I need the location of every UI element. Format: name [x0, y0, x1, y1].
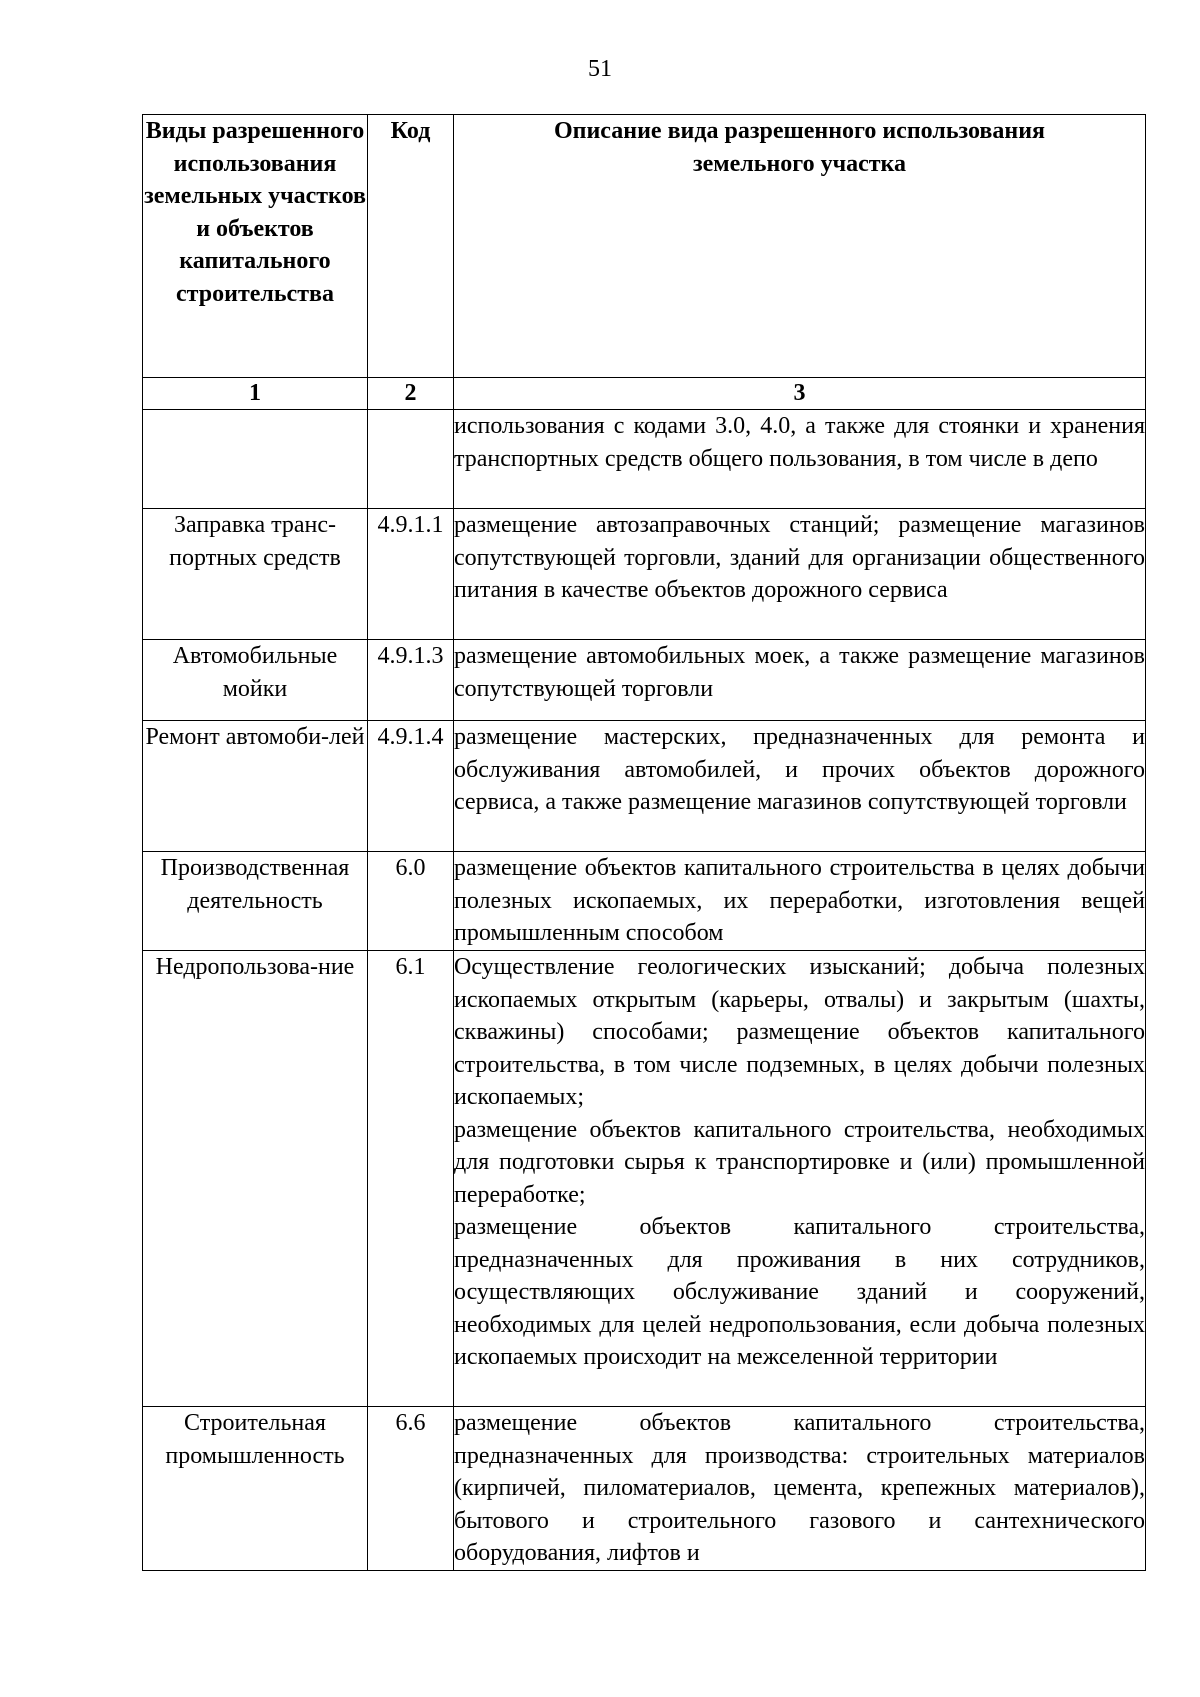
row-description: [454, 640, 1146, 721]
table-row: [143, 951, 1146, 1407]
page-number: 51: [588, 56, 612, 82]
description-paragraph: размещение автомобильных моек, а также размещение магазинов сопутствующей торговли: [454, 643, 1145, 702]
row-code: 6.1: [368, 951, 454, 1407]
table-header-row: [143, 115, 1146, 378]
row-code: 4.9.1.4: [368, 721, 454, 852]
header-description: Описание вида разрешенного использования земельного участка: [454, 115, 1146, 378]
header-name: Виды разрешенного использования земельных участков и объектов капитального строительства: [143, 115, 368, 378]
row-description: [454, 721, 1146, 852]
row-name: [143, 410, 368, 509]
row-description: [454, 1407, 1146, 1571]
description-paragraph: использования с кодами 3.0, 4.0, а также для стоянки и хранения транспортных средств общего пользования, в том числе в депо: [454, 413, 1145, 472]
row-code: 6.0: [368, 852, 454, 951]
land-use-table: [142, 114, 1146, 1571]
row-name: Строительная промышленность: [143, 1407, 368, 1571]
description-paragraph: размещение объектов капитального строительства в целях добычи полезных ископаемых, их переработки, изготовления вещей промышленным способом: [454, 855, 1145, 946]
row-name: Производственная деятельность: [143, 852, 368, 951]
column-number: 1: [143, 378, 368, 410]
table-row: [143, 410, 1146, 509]
column-number: 3: [454, 378, 1146, 410]
row-name: Заправка транс-портных средств: [143, 509, 368, 640]
table-row: [143, 509, 1146, 640]
row-code: 4.9.1.1: [368, 509, 454, 640]
row-name: Недропользова-ние: [143, 951, 368, 1407]
description-paragraph: Осуществление геологических изысканий; добыча полезных ископаемых открытым (карьеры, отвалы) и закрытым (шахты, скважины) способами; размещение объектов капитального строительства, в том числе подземных, в целях добычи полезных ископаемых;: [454, 954, 1145, 1110]
column-numbers-row: [143, 378, 1146, 410]
row-name: Автомобильные мойки: [143, 640, 368, 721]
table-row: [143, 721, 1146, 852]
column-number: 2: [368, 378, 454, 410]
row-description: [454, 852, 1146, 951]
row-description: [454, 951, 1146, 1407]
description-paragraph: размещение объектов капитального строительства, необходимых для подготовки сырья к транспортировке и (или) промышленной переработке;: [454, 1116, 1145, 1208]
row-code: 4.9.1.3: [368, 640, 454, 721]
table-row: [143, 852, 1146, 951]
table-row: [143, 640, 1146, 721]
description-paragraph: размещение мастерских, предназначенных для ремонта и обслуживания автомобилей, и прочих объектов дорожного сервиса, а также размещение магазинов сопутствующей торговли: [454, 724, 1145, 815]
description-paragraph: размещение объектов капитального строительства, предназначенных для производства: строительных материалов (кирпичей, пиломатериалов, цемента, крепежных материалов), бытового и строительного газового и сантехнического оборудования, лифтов и: [454, 1410, 1145, 1566]
description-paragraph: размещение объектов капитального строительства, предназначенных для проживания в них сотрудников, осуществляющих обслуживание зданий и сооружений, необходимых для целей недропользования, если добыча полезных ископаемых происходит на межселенной территории: [454, 1214, 1145, 1370]
header-code: Код: [368, 115, 454, 378]
row-code: [368, 410, 454, 509]
description-paragraph: размещение автозаправочных станций; размещение магазинов сопутствующей торговли, зданий для организации общественного питания в качестве объектов дорожного сервиса: [454, 512, 1145, 603]
row-description: [454, 410, 1146, 509]
table-row: [143, 1407, 1146, 1571]
row-code: 6.6: [368, 1407, 454, 1571]
row-description: [454, 509, 1146, 640]
row-name: Ремонт автомоби-лей: [143, 721, 368, 852]
